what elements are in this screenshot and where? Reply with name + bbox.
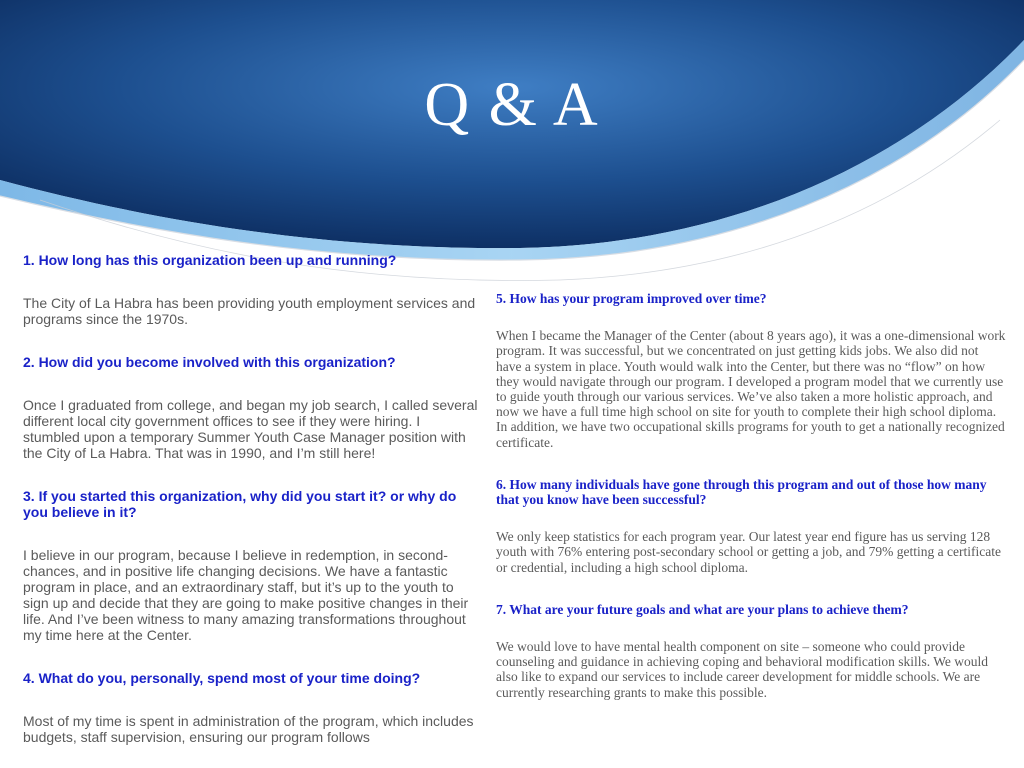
right-column <box>496 291 1006 700</box>
question-2: 2. How did you become involved with this organization? <box>23 354 396 370</box>
answer-7: We would love to have mental health component on site – someone who could provide counseling and guidance in achieving coping and behavioral modification skills. We would also like to expand our services to include career development for middle schools. We are currently researching grants to make this possible. <box>496 639 989 700</box>
question-1: 1. How long has this organization been up and running? <box>23 252 397 268</box>
answer-5: When I became the Manager of the Center (about 8 years ago), it was a one-dimensional work program. It was successful, but we concentrated on just getting kids jobs. We also did not have a system in place. Youth would walk into the Center, but there was no “flow” on how they would navigate through our program. I developed a program model that we currently use to guide youth through our various services. We’ve also taken a more holistic approach, and now we have a full time high school on site for youth to complete their high school diploma. In addition, we have two occupational skills programs for youth to get a nationally recognized certificate. <box>496 328 1006 450</box>
answer-4: Most of my time is spent in administration of the program, which includes budgets, staff supervision, ensuring our program follows <box>23 713 474 745</box>
answer-3: I believe in our program, because I believe in redemption, in second-chances, and in positive life changing decisions. We have a fantastic program in place, and an extraordinary staff, but it’s up to the youth to sign up and decide that they are going to make positive changes in their life. And I’ve been witness to many amazing transformations throughout my time here at the Center. <box>23 547 469 643</box>
question-3: 3. If you started this organization, why did you start it? or why do you believe in it? <box>23 488 457 520</box>
question-7: 7. What are your future goals and what are your plans to achieve them? <box>496 601 909 617</box>
answer-6: We only keep statistics for each program year. Our latest year end figure has us serving 128 youth with 76% entering post-secondary school or getting a job, and 79% getting a certificate or credential, including a high school diploma. <box>496 529 1001 575</box>
question-4: 4. What do you, personally, spend most of your time doing? <box>23 670 421 686</box>
slide-title: Q & A <box>424 71 600 139</box>
question-5: 5. How has your program improved over time? <box>496 291 767 306</box>
question-6: 6. How many individuals have gone through this program and out of those how many that you know have been successful? <box>496 476 987 508</box>
left-column <box>23 252 478 745</box>
header-background <box>0 0 1024 290</box>
answer-2: Once I graduated from college, and began my job search, I called several different local city government offices to see if they were hiring. I stumbled upon a temporary Summer Youth Case Manager position with the City of La Habra. That was in 1990, and I’m still here! <box>23 397 478 461</box>
answer-1: The City of La Habra has been providing youth employment services and programs since the 1970s. <box>23 295 476 327</box>
